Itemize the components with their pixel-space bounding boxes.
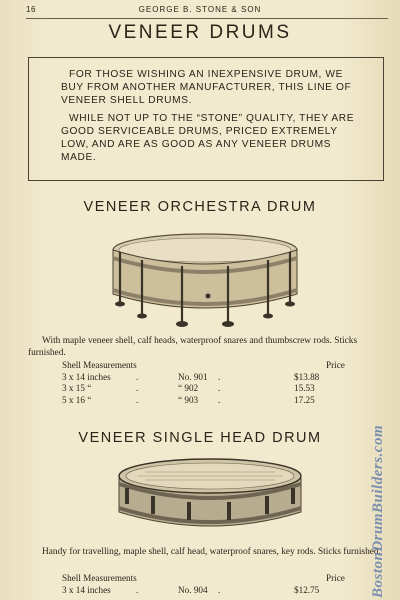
item-number-cell: No. 901 xyxy=(178,371,208,382)
page-number: 16 xyxy=(26,5,36,14)
measurement-cell: 5 x 16 “ xyxy=(62,394,92,405)
orchestra-drum-illustration xyxy=(110,222,300,332)
page-title: VENEER DRUMS xyxy=(108,22,292,43)
table-row xyxy=(62,395,382,407)
running-header: GEORGE B. STONE & SON xyxy=(138,5,262,14)
price-cell: 17.25 xyxy=(294,394,315,405)
table-header xyxy=(62,360,382,372)
column-header-price: Price xyxy=(326,573,345,583)
column-header-measurements: Shell Measurements xyxy=(62,573,137,583)
single-head-drum-price-table xyxy=(62,573,382,596)
section-title-orchestra-drum: VENEER ORCHESTRA DRUM xyxy=(83,199,317,215)
leader-dot: . xyxy=(218,584,221,595)
table-row xyxy=(62,585,382,597)
intro-paragraph-2: WHILE NOT UP TO THE “STONE” QUALITY, THEY ARE GOOD SERVICEABLE DRUMS, PRICED EXTREMELY LOW, AND ARE AS GOOD AS ANY VENEER DRUMS MADE. xyxy=(61,113,355,163)
price-cell: $13.88 xyxy=(294,371,320,382)
measurement-cell: 3 x 14 inches xyxy=(62,584,111,595)
intro-box xyxy=(28,57,384,181)
leader-dot: . xyxy=(218,371,221,382)
item-number-cell: “ 903 xyxy=(178,394,199,405)
watermark-text: BostonDrumBuilders.com xyxy=(370,424,386,598)
price-cell: 15.53 xyxy=(294,383,315,393)
intro-paragraph-1: FOR THOSE WISHING AN INEXPENSIVE DRUM, WE BUY FROM ANOTHER MANUFACTURER, THIS LINE OF VENEER SHELL DRUMS. xyxy=(61,69,352,106)
orchestra-drum-description: With maple veneer shell, calf heads, waterproof snares and thumbscrew rods. Sticks furnished. xyxy=(28,336,358,358)
leader-dot: . xyxy=(136,394,139,405)
item-number-cell: “ 902 xyxy=(178,383,199,393)
leader-dot: . xyxy=(218,383,221,393)
price-cell: $12.75 xyxy=(294,584,320,595)
table-header xyxy=(62,573,382,585)
leader-dot: . xyxy=(136,584,139,595)
section-title-single-head-drum: VENEER SINGLE HEAD DRUM xyxy=(78,430,322,446)
orchestra-drum-price-table xyxy=(62,360,382,406)
column-header-measurements: Shell Measurements xyxy=(62,360,137,370)
leader-dot: . xyxy=(136,383,139,393)
header-rule xyxy=(26,18,388,19)
column-header-price: Price xyxy=(326,360,345,370)
leader-dot: . xyxy=(218,394,221,405)
table-row xyxy=(62,372,382,384)
single-head-drum-description: Handy for travelling, maple shell, calf head, waterproof snares, key rods. Sticks furnished. xyxy=(42,547,381,557)
measurement-cell: 3 x 14 inches xyxy=(62,371,111,382)
single-head-drum-illustration xyxy=(115,452,305,542)
leader-dot: . xyxy=(136,371,139,382)
table-row xyxy=(62,383,382,395)
item-number-cell: No. 904 xyxy=(178,584,208,595)
measurement-cell: 3 x 15 “ xyxy=(62,383,92,393)
